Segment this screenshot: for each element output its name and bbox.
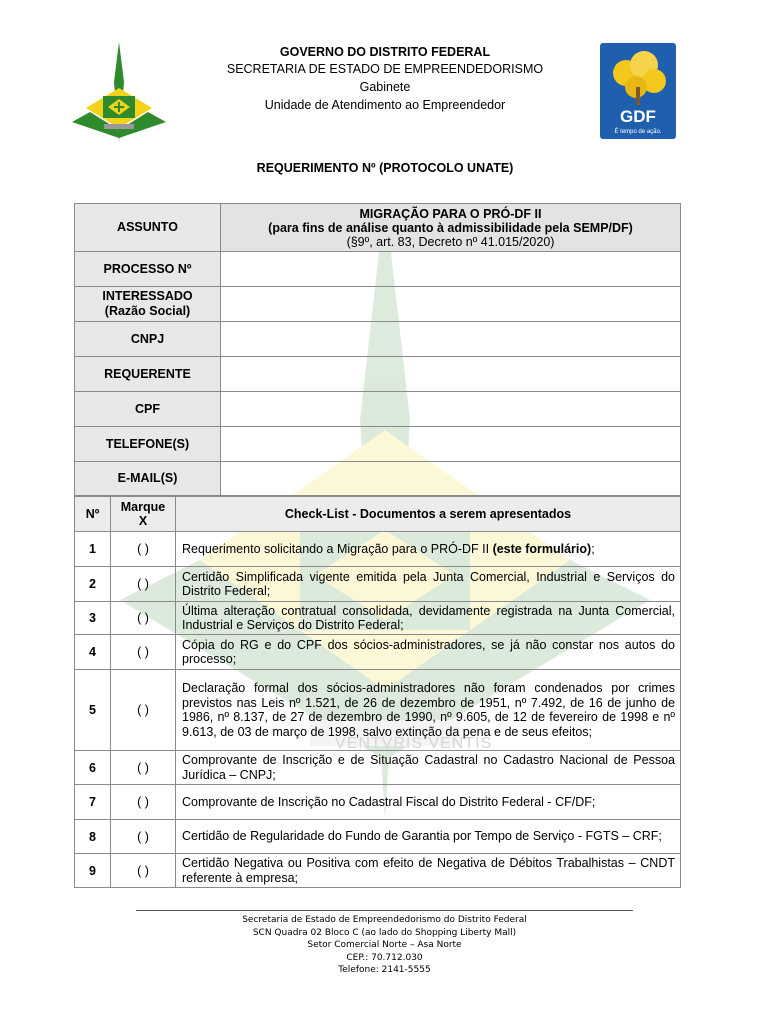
item-number: 3: [75, 602, 111, 635]
assunto-value: [221, 204, 681, 252]
item-number: 8: [75, 820, 111, 854]
telefone-label: TELEFONE(S): [75, 427, 221, 462]
item-number: 5: [75, 670, 111, 751]
watermark-motto: VENTVRIS VENTIS: [335, 735, 493, 752]
item-checkbox[interactable]: ( ): [111, 602, 176, 635]
checklist-title-header: Check-List - Documentos a serem apresentados: [176, 497, 681, 532]
footer-line-3: Setor Comercial Norte – Asa Norte: [307, 940, 462, 951]
checklist-row: [75, 670, 681, 751]
cpf-field[interactable]: [221, 392, 681, 427]
footer-line-4: CEP.: 70.712.030: [346, 952, 423, 963]
document-title: REQUERIMENTO Nº (PROTOCOLO UNATE): [256, 161, 514, 175]
item-checkbox[interactable]: ( ): [111, 532, 176, 567]
item-number: 6: [75, 751, 111, 785]
checklist-row: [75, 635, 681, 670]
cnpj-label: CNPJ: [75, 322, 221, 357]
secretariat-title: SECRETARIA DE ESTADO DE EMPREENDEDORISMO: [226, 62, 544, 76]
item-number: 7: [75, 785, 111, 820]
item-number: 2: [75, 567, 111, 602]
footer-line-5: Telefone: 2141-5555: [338, 965, 431, 976]
telefone-field[interactable]: [221, 427, 681, 462]
requerente-field[interactable]: [221, 357, 681, 392]
item-text: Declaração formal dos sócios-administradores não foram condenados por crimes previstos nas Leis nº 1.521, de 26 de dezembro de 1951, nº 7.492, de 16 de junho de 1986, nº 8.137, de 27 de dezembro de 1990, nº 9.605, de 12 de fevereiro de 1998 e nº 9.613, de 03 de março de 1998, salvo extinção da pena e de seus efeitos;: [176, 670, 681, 751]
item-checkbox[interactable]: ( ): [111, 785, 176, 820]
gdf-tagline-text: É tempo de ação.: [614, 129, 662, 135]
footer-divider: [136, 910, 633, 911]
government-title: GOVERNO DO DISTRITO FEDERAL: [279, 45, 491, 59]
item-text: Comprovante de Inscrição e de Situação Cadastral no Cadastro Nacional de Pessoa Jurídica – CNPJ;: [176, 751, 681, 785]
processo-field[interactable]: [221, 252, 681, 287]
footer-line-2: SCN Quadra 02 Bloco C (ao lado do Shopping Liberty Mall): [252, 927, 517, 938]
requerente-label: REQUERENTE: [75, 357, 221, 392]
department-title: Gabinete: [359, 80, 411, 94]
item-checkbox[interactable]: ( ): [111, 820, 176, 854]
assunto-line-3: (§9º, art. 83, Decreto nº 41.015/2020): [346, 234, 555, 249]
cpf-label: CPF: [75, 392, 221, 427]
email-label: E-MAIL(S): [75, 462, 221, 496]
item-checkbox[interactable]: ( ): [111, 635, 176, 670]
mark-header-line-2: X: [138, 514, 148, 528]
checklist-number-header: Nº: [75, 497, 111, 532]
checklist-row: [75, 602, 681, 635]
interessado-label-line-1: INTERESSADO: [102, 289, 193, 303]
item-text-bold: (este formulário): [492, 541, 592, 556]
document-checklist: [74, 496, 681, 888]
assunto-line-2: (para fins de análise quanto à admissibilidade pela SEMP/DF): [268, 220, 633, 235]
item-number: 9: [75, 854, 111, 888]
footer-address: [136, 914, 633, 977]
interessado-label-line-2: (Razão Social): [104, 304, 191, 318]
df-coat-of-arms-icon: [70, 42, 168, 146]
identification-form: [74, 203, 681, 496]
item-text-main: Requerimento solicitando a Migração para o PRÓ-DF II: [182, 541, 493, 556]
item-text: Certidão de Regularidade do Fundo de Garantia por Tempo de Serviço - FGTS – CRF;: [176, 820, 681, 854]
item-text: [176, 532, 681, 567]
item-checkbox[interactable]: ( ): [111, 670, 176, 751]
item-text: Cópia do RG e do CPF dos sócios-administradores, se já não constar nos autos do processo;: [176, 635, 681, 670]
checklist-mark-header: [111, 497, 176, 532]
interessado-label: [75, 287, 221, 322]
checklist-row: [75, 567, 681, 602]
gdf-logo-icon: [600, 43, 676, 139]
checklist-row: [75, 820, 681, 854]
checklist-row: [75, 751, 681, 785]
gdf-brand-text: GDF: [620, 107, 656, 126]
item-checkbox[interactable]: ( ): [111, 567, 176, 602]
unit-title: Unidade de Atendimento ao Empreendedor: [264, 98, 506, 112]
item-text-tail: ;: [591, 541, 595, 556]
item-text: Certidão Negativa ou Positiva com efeito de Negativa de Débitos Trabalhistas – CNDT referente à empresa;: [176, 854, 681, 888]
assunto-line-1: MIGRAÇÃO PARA O PRÓ-DF II: [359, 206, 542, 221]
item-checkbox[interactable]: ( ): [111, 854, 176, 888]
interessado-field[interactable]: [221, 287, 681, 322]
item-text: Comprovante de Inscrição no Cadastral Fiscal do Distrito Federal - CF/DF;: [176, 785, 681, 820]
cnpj-field[interactable]: [221, 322, 681, 357]
checklist-row: [75, 785, 681, 820]
assunto-label: ASSUNTO: [75, 204, 221, 252]
checklist-row: [75, 854, 681, 888]
item-number: 4: [75, 635, 111, 670]
footer-line-1: Secretaria de Estado de Empreendedorismo do Distrito Federal: [242, 915, 527, 925]
item-number: 1: [75, 532, 111, 567]
processo-label: PROCESSO Nº: [75, 252, 221, 287]
item-checkbox[interactable]: ( ): [111, 751, 176, 785]
item-text: Última alteração contratual consolidada, devidamente registrada na Junta Comercial, Industrial e Serviços do Distrito Federal;: [176, 602, 681, 635]
item-text: Certidão Simplificada vigente emitida pela Junta Comercial, Industrial e Serviços do Distrito Federal;: [176, 567, 681, 602]
mark-header-line-1: Marque: [120, 500, 166, 514]
checklist-row: [75, 532, 681, 567]
email-field[interactable]: [221, 462, 681, 496]
letterhead: [170, 44, 600, 114]
